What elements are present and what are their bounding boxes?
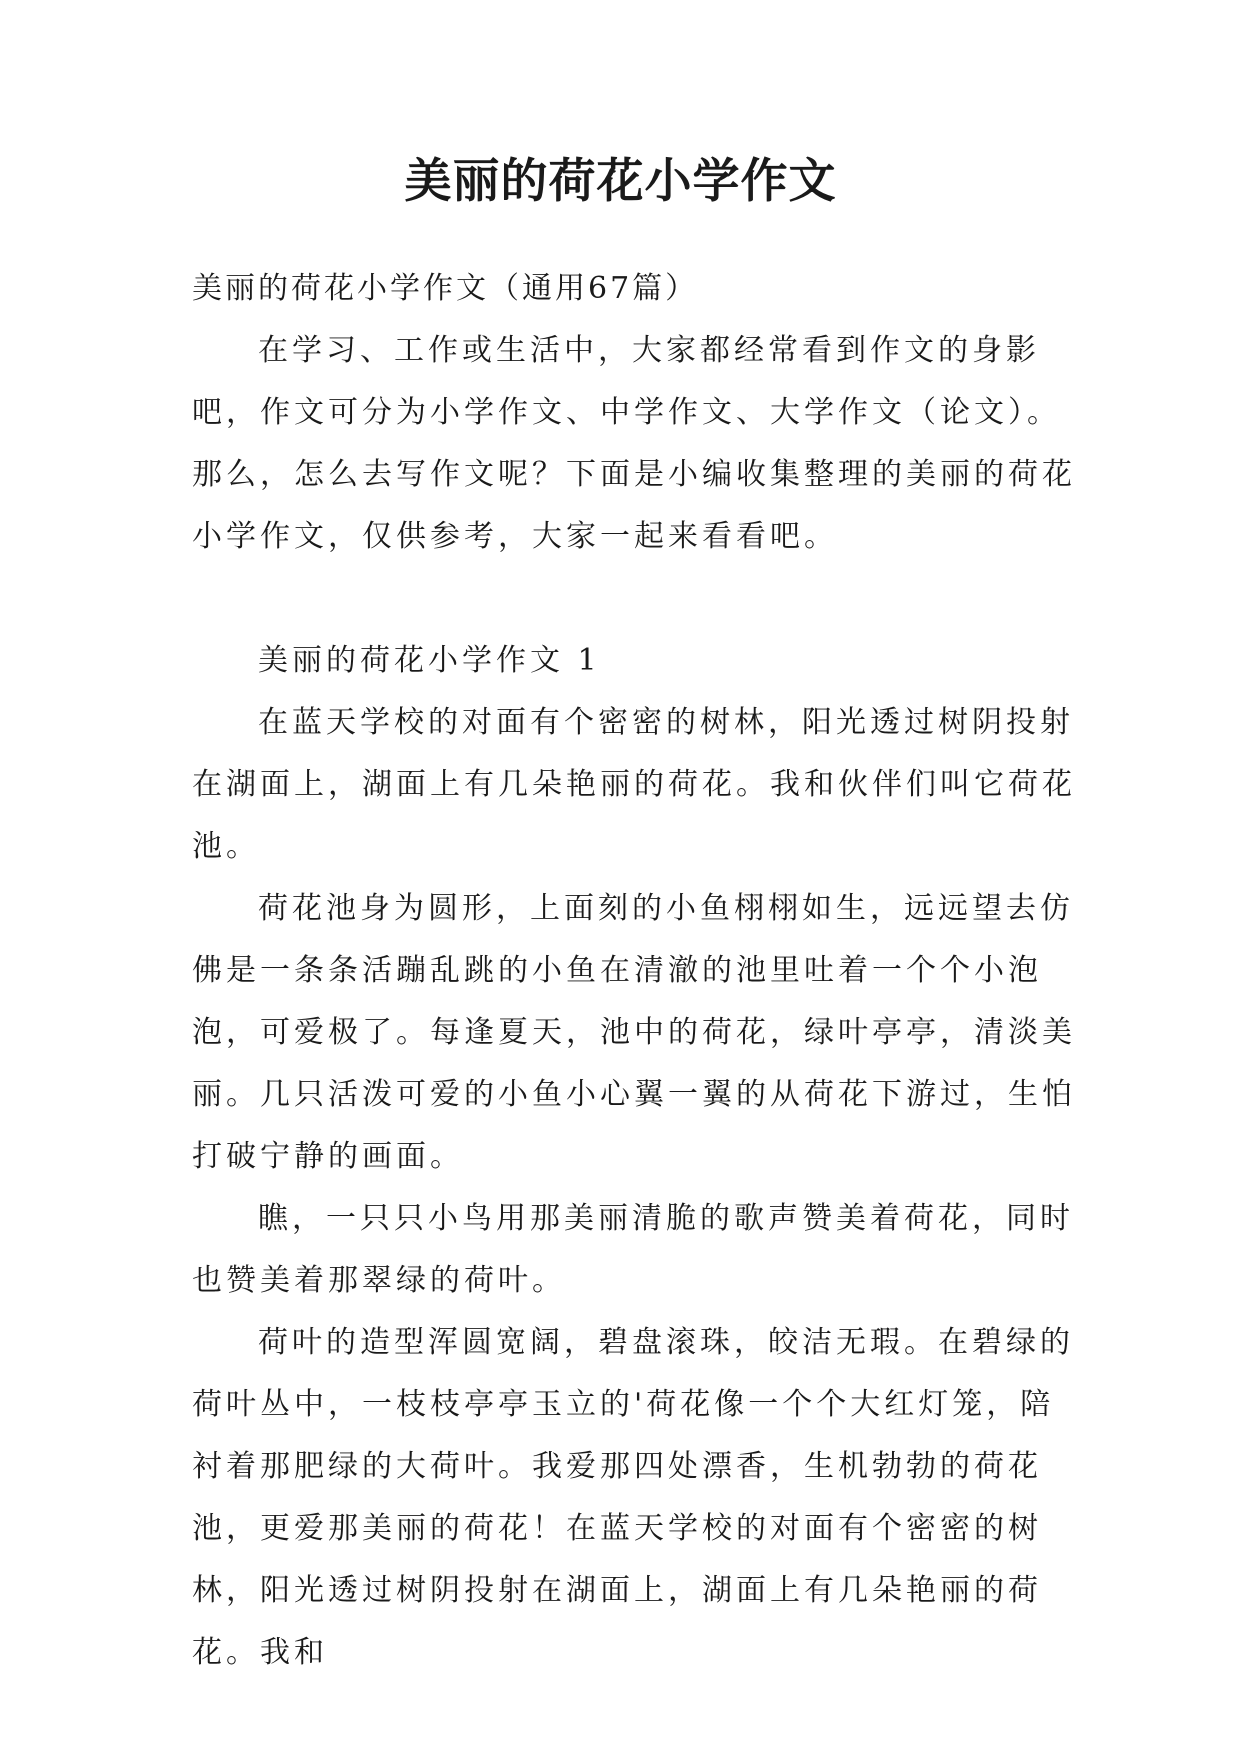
essay-paragraph-1: 在蓝天学校的对面有个密密的树林，阳光透过树阴投射在湖面上，湖面上有几朵艳丽的荷花。我和伙伴们叫它荷花池。	[192, 705, 1076, 864]
essay-paragraph-4: 荷叶的造型浑圆宽阔，碧盘滚珠，皎洁无瑕。在碧绿的荷叶丛中，一枝枝亭亭玉立的'荷花像一个个大红灯笼，陪衬着那肥绿的大荷叶。我爱那四处漂香，生机勃勃的荷花池，更爱那美丽的荷花！在蓝天学校的对面有个密密的树林，阳光透过树阴投射在湖面上，湖面上有几朵艳丽的荷花。我和	[192, 1325, 1074, 1670]
essay-paragraph-2: 荷花池身为圆形，上面刻的小鱼栩栩如生，远远望去仿佛是一条条活蹦乱跳的小鱼在清澈的池里吐着一个个小泡泡，可爱极了。每逢夏天，池中的荷花，绿叶亭亭，清淡美丽。几只活泼可爱的小鱼小心翼一翼的从荷花下游过，生怕打破宁静的画面。	[192, 891, 1076, 1174]
document-body	[192, 258, 1082, 1684]
paragraph-spacer	[192, 568, 1082, 630]
document-title: 美丽的荷花小学作文	[404, 154, 837, 209]
essay-heading: 美丽的荷花小学作文 1	[258, 643, 601, 678]
document-subtitle: 美丽的荷花小学作文（通用67篇）	[192, 271, 699, 306]
essay-paragraph-3: 瞧，一只只小鸟用那美丽清脆的歌声赞美着荷花，同时也赞美着那翠绿的荷叶。	[192, 1201, 1074, 1298]
intro-paragraph: 在学习、工作或生活中，大家都经常看到作文的身影吧，作文可分为小学作文、中学作文、大学作文（论文）。那么，怎么去写作文呢？下面是小编收集整理的美丽的荷花小学作文，仅供参考，大家一起来看看吧。	[192, 333, 1076, 554]
